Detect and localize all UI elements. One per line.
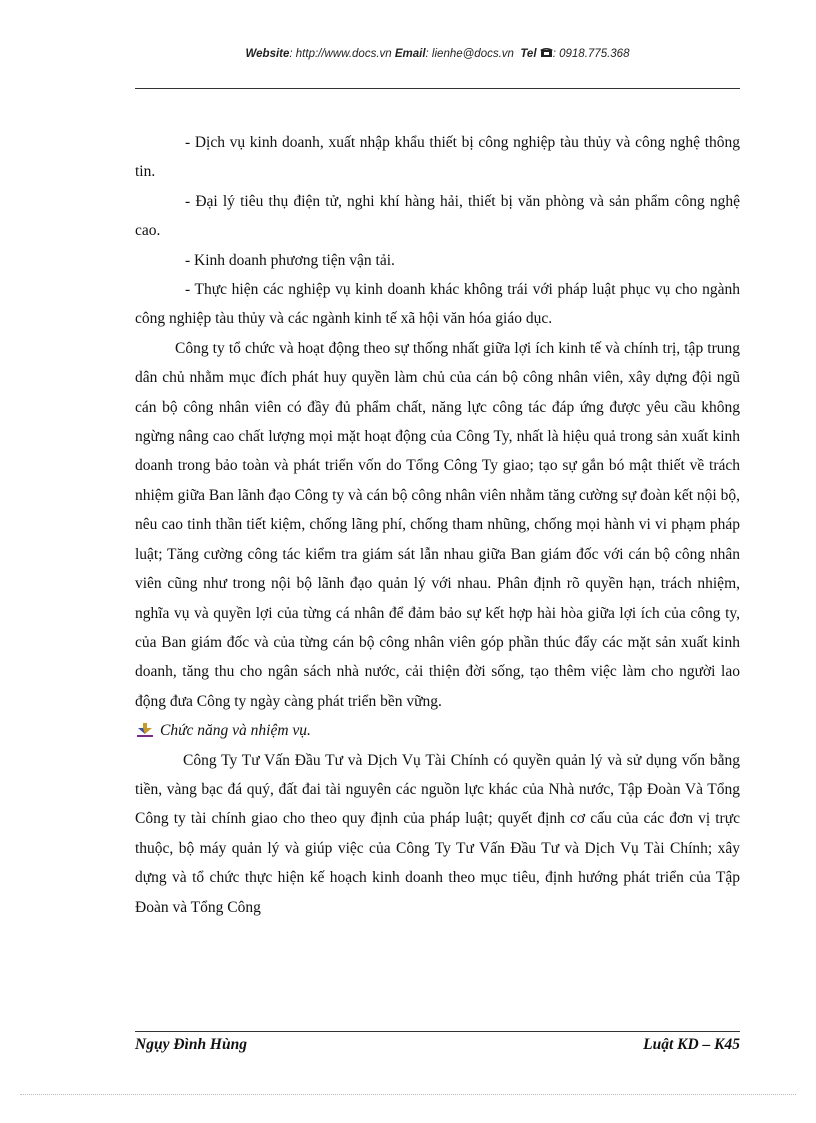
footer-rule <box>135 1031 740 1032</box>
website-label: Website <box>245 48 290 60</box>
page-header <box>135 47 740 60</box>
section-paragraph: Công Ty Tư Vấn Đầu Tư và Dịch Vụ Tài Chính có quyền quản lý và sử dụng vốn bằng tiền, vàng bạc đá quý, đất đai tài nguyên các nguồn lực khác của Nhà nước, Tập Đoàn Và Tổng Công ty tài chính giao cho theo quy định của pháp luật; quyết định cơ cấu của các đơn vị trực thuộc, bộ máy quản lý và giúp việc của Công Ty Tư Vấn Đầu Tư và Dịch Vụ Tài Chính; xây dựng và tổ chức thực hiện kế hoạch kinh doanh theo mục tiêu, định hướng phát triển của Tập Đoàn và Tổng Công <box>135 751 740 916</box>
website-value[interactable]: : http://www.docs.vn <box>289 48 392 60</box>
page-edge-dotted-line <box>20 1094 796 1095</box>
footer-course: Luật KD – K45 <box>643 1036 740 1053</box>
tel-value: : 0918.775.368 <box>552 48 630 60</box>
section-heading <box>135 716 740 745</box>
section-heading-text: Chức năng và nhiệm vụ. <box>160 722 311 740</box>
email-label: Email <box>394 48 426 60</box>
email-value[interactable]: : lienhe@docs.vn <box>425 48 514 60</box>
phone-icon <box>540 47 553 58</box>
tel-label: Tel <box>520 48 537 60</box>
header-rule <box>135 88 740 89</box>
document-body <box>135 128 740 922</box>
paragraph-2: - Đại lý tiêu thụ điện tử, nghi khí hàng hải, thiết bị văn phòng và sản phẩm công nghệ cao. <box>135 192 740 240</box>
arrow-bullet-icon <box>137 723 153 737</box>
paragraph-3: - Kinh doanh phương tiện vận tải. <box>185 251 395 269</box>
paragraph-1: - Dịch vụ kinh doanh, xuất nhập khẩu thiết bị công nghiệp tàu thủy và công nghệ thông tin. <box>135 134 740 181</box>
footer-author: Ngụy Đình Hùng <box>135 1036 247 1053</box>
paragraph-4: - Thực hiện các nghiệp vụ kinh doanh khác không trái với pháp luật phục vụ cho ngành công nghiệp tàu thủy và các ngành kinh tế xã hội văn hóa giáo dục. <box>135 281 740 328</box>
paragraph-5: Công ty tổ chức và hoạt động theo sự thống nhất giữa lợi ích kinh tế và chính trị, tập trung dân chủ nhằm mục đích phát huy quyền làm chủ của cán bộ công nhân viên, xây dựng đội ngũ cán bộ công nhân viên có đầy đủ phẩm chất, năng lực công tác đáp ứng được yêu cầu không ngừng nâng cao chất lượng mọi mặt hoạt động của Công Ty, nhất là hiệu quả trong sản xuất kinh doanh trong bảo toàn và phát triển vốn do Tổng Công Ty giao; tạo sự gắn bó mật thiết về trách nhiệm giữa Ban lãnh đạo Công ty và cán bộ công nhân viên nhằm tăng cường sự đoàn kết nội bộ, nêu cao tinh thần tiết kiệm, chống lãng phí, chống tham nhũng, chống mọi hành vi vi phạm pháp luật; Tăng cường công tác kiểm tra giám sát lẫn nhau giữa Ban giám đốc với cán bộ công nhân viên cũng như trong nội bộ lãnh đạo quản lý với nhau. Phân định rõ quyền hạn, trách nhiệm, nghĩa vụ và quyền lợi của từng cá nhân để đảm bảo sự kết hợp hài hòa giữa lợi ích của công ty, của Ban giám đốc và của từng cán bộ công nhân viên góp phần thúc đẩy các mặt sản xuất kinh doanh, tăng thu cho ngân sách nhà nước, cải thiện đời sống, tạo thêm việc làm cho người lao động đưa Công ty ngày càng phát triển bền vững. <box>135 339 740 710</box>
